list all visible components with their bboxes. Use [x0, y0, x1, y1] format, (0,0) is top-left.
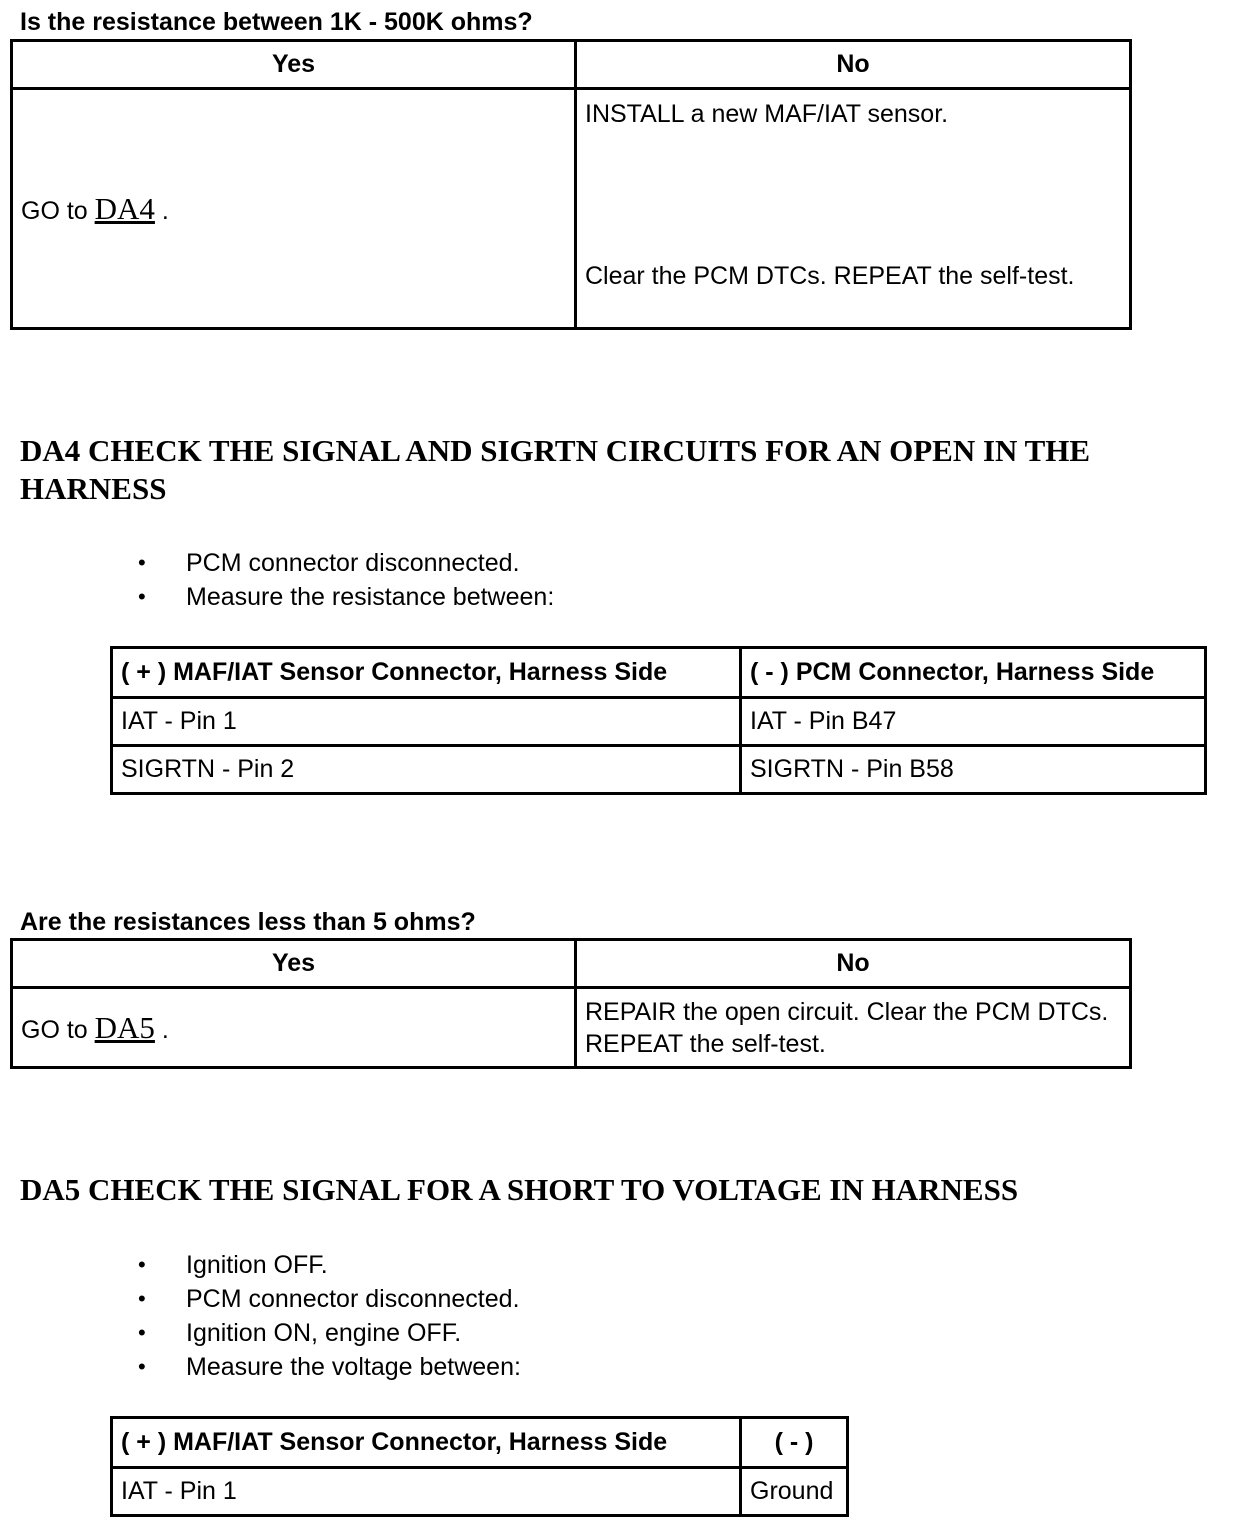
cell: IAT - Pin 1	[112, 1468, 741, 1516]
yes-header: Yes	[12, 940, 576, 988]
no-cell: REPAIR the open circuit. Clear the PCM DTCs. REPEAT the self-test.	[576, 988, 1131, 1068]
yes-text: GO to	[21, 1015, 88, 1044]
no-cell	[576, 89, 1131, 329]
no-header: No	[576, 940, 1131, 988]
column-header: ( + ) MAF/IAT Sensor Connector, Harness Side	[112, 648, 741, 698]
period: .	[161, 1015, 169, 1044]
decision-table-1	[10, 39, 1132, 330]
list-item: • Ignition ON, engine OFF.	[130, 1316, 521, 1350]
cell: Ground	[741, 1468, 848, 1516]
cell: SIGRTN - Pin B58	[741, 746, 1206, 794]
period: .	[161, 196, 169, 225]
da4-heading: DA4 CHECK THE SIGNAL AND SIGRTN CIRCUITS FOR AN OPEN IN THE HARNESS	[20, 433, 1091, 506]
cell: IAT - Pin 1	[112, 698, 741, 746]
cell: SIGRTN - Pin 2	[112, 746, 741, 794]
decision-table-2	[10, 938, 1132, 1069]
list-item: • PCM connector disconnected.	[130, 1282, 521, 1316]
column-header: ( - )	[741, 1418, 848, 1468]
list-item: • Ignition OFF.	[130, 1248, 521, 1282]
column-header: ( - ) PCM Connector, Harness Side	[741, 648, 1206, 698]
da4-pin-table	[110, 646, 1207, 795]
question-1: Is the resistance between 1K - 500K ohms?	[20, 8, 533, 36]
no-text-2: Clear the PCM DTCs. REPEAT the self-test.	[585, 262, 1075, 290]
list-item: • PCM connector disconnected.	[130, 546, 554, 580]
da4-bullets	[130, 546, 554, 614]
table-row	[112, 746, 1206, 794]
da5-pin-table	[110, 1416, 849, 1517]
question-2: Are the resistances less than 5 ohms?	[20, 908, 476, 936]
table-row	[112, 698, 1206, 746]
link-da5[interactable]: DA5	[94, 1009, 155, 1045]
list-item: • Measure the voltage between:	[130, 1350, 521, 1384]
no-header: No	[576, 41, 1131, 89]
cell: IAT - Pin B47	[741, 698, 1206, 746]
yes-cell	[12, 89, 576, 329]
yes-cell	[12, 988, 576, 1068]
no-text-1: INSTALL a new MAF/IAT sensor.	[585, 100, 949, 128]
yes-text: GO to	[21, 196, 88, 225]
yes-header: Yes	[12, 41, 576, 89]
da5-bullets	[130, 1248, 521, 1384]
da5-heading: DA5 CHECK THE SIGNAL FOR A SHORT TO VOLTAGE IN HARNESS	[20, 1172, 1019, 1207]
table-row	[112, 1468, 848, 1516]
column-header: ( + ) MAF/IAT Sensor Connector, Harness Side	[112, 1418, 741, 1468]
list-item: • Measure the resistance between:	[130, 580, 554, 614]
link-da4[interactable]: DA4	[94, 190, 155, 226]
